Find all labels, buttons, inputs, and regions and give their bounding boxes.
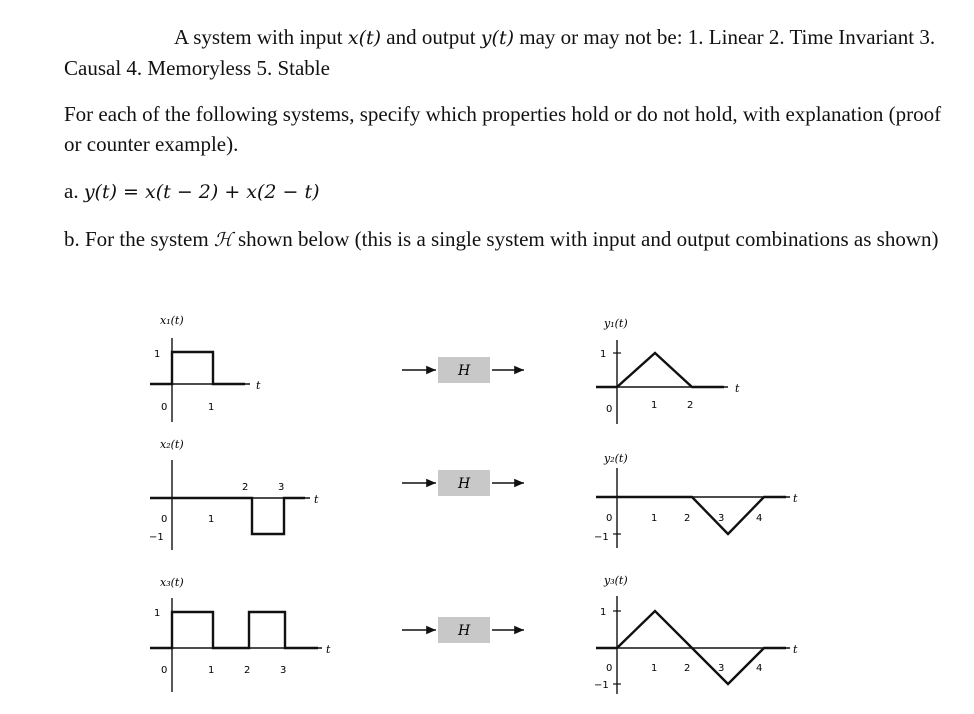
input-signal: x(t) xyxy=(347,27,382,49)
intro-mid: and output xyxy=(381,25,481,49)
plot-y3 xyxy=(594,574,798,694)
y1-label: y₁(t) xyxy=(604,317,628,330)
y3-level-1: 1 xyxy=(600,607,607,618)
part-b-suffix: shown below (this is a single system with input and output combinations as shown) xyxy=(232,227,939,251)
x3-tick-1: 1 xyxy=(208,665,215,676)
system-block-1 xyxy=(402,357,524,383)
x3-tick-0: 0 xyxy=(161,665,168,676)
y2-tick-0: 0 xyxy=(606,513,613,524)
h-label-2: H xyxy=(458,476,471,492)
y3-level-neg1: −1 xyxy=(594,680,609,691)
h-label-1: H xyxy=(458,363,471,379)
x3-tick-3: 3 xyxy=(280,665,287,676)
h-label-3: H xyxy=(458,623,471,639)
y3-tick-3: 3 xyxy=(718,663,725,674)
part-a-equation: y(t) = x(t − 2) + x(2 − t) xyxy=(83,181,320,203)
part-a-label: a. xyxy=(64,179,84,203)
x3-t-label: t xyxy=(326,643,331,656)
part-b-prefix: b. For the system xyxy=(64,227,214,251)
x2-tick-0: 0 xyxy=(161,514,168,525)
y1-level-1: 1 xyxy=(600,349,607,360)
y2-t-label: t xyxy=(793,492,798,505)
x1-tick-0: 0 xyxy=(161,402,168,413)
x2-tick-3: 3 xyxy=(278,482,285,493)
x2-waveform xyxy=(150,498,305,534)
y2-level-neg1: −1 xyxy=(594,532,609,543)
instructions-paragraph: For each of the following systems, specify which properties hold or do not hold, with explanation (proof or counter example). xyxy=(64,102,942,156)
x3-level-1: 1 xyxy=(154,608,161,619)
y3-tick-1: 1 xyxy=(651,663,658,674)
x1-waveform xyxy=(150,352,245,384)
plot-x3 xyxy=(150,576,331,692)
x2-tick-1: 1 xyxy=(208,514,215,525)
y2-tick-2: 2 xyxy=(684,513,691,524)
x3-tick-2: 2 xyxy=(244,665,251,676)
y3-tick-0: 0 xyxy=(606,663,613,674)
y3-tick-4: 4 xyxy=(756,663,763,674)
x2-tick-2: 2 xyxy=(242,482,249,493)
x2-level-neg1: −1 xyxy=(149,532,164,543)
plot-y2 xyxy=(594,452,798,548)
y3-label: y₃(t) xyxy=(604,574,628,587)
intro-prefix: A system with input xyxy=(174,25,348,49)
x3-waveform xyxy=(150,612,318,648)
x2-t-label: t xyxy=(314,493,319,506)
x3-label: x₃(t) xyxy=(160,576,184,589)
y1-tick-1: 1 xyxy=(651,400,658,411)
x2-label: x₂(t) xyxy=(160,438,184,451)
y1-tick-0: 0 xyxy=(606,404,613,415)
system-block-3 xyxy=(402,617,524,643)
intro-suffix: may or may not be: 1. Linear 2. Time Invariant 3. Causal 4. Memoryless 5. Stable xyxy=(64,25,936,80)
x1-level-1: 1 xyxy=(154,349,161,360)
y3-tick-2: 2 xyxy=(684,663,691,674)
x1-label: x₁(t) xyxy=(160,314,184,327)
x1-tick-1: 1 xyxy=(208,402,215,413)
y2-tick-1: 1 xyxy=(651,513,658,524)
plot-x1 xyxy=(150,314,261,422)
system-block-2 xyxy=(402,470,524,496)
y2-tick-3: 3 xyxy=(718,513,725,524)
y2-tick-4: 4 xyxy=(756,513,763,524)
x1-t-label: t xyxy=(256,379,261,392)
plot-x2 xyxy=(149,438,319,550)
y3-t-label: t xyxy=(793,643,798,656)
part-b-system-symbol: ℋ xyxy=(213,229,233,251)
y1-tick-2: 2 xyxy=(687,400,694,411)
y1-t-label: t xyxy=(735,382,740,395)
y2-label: y₂(t) xyxy=(604,452,628,465)
plot-y1 xyxy=(596,317,740,424)
y1-waveform xyxy=(596,353,724,387)
output-signal: y(t) xyxy=(480,27,514,49)
